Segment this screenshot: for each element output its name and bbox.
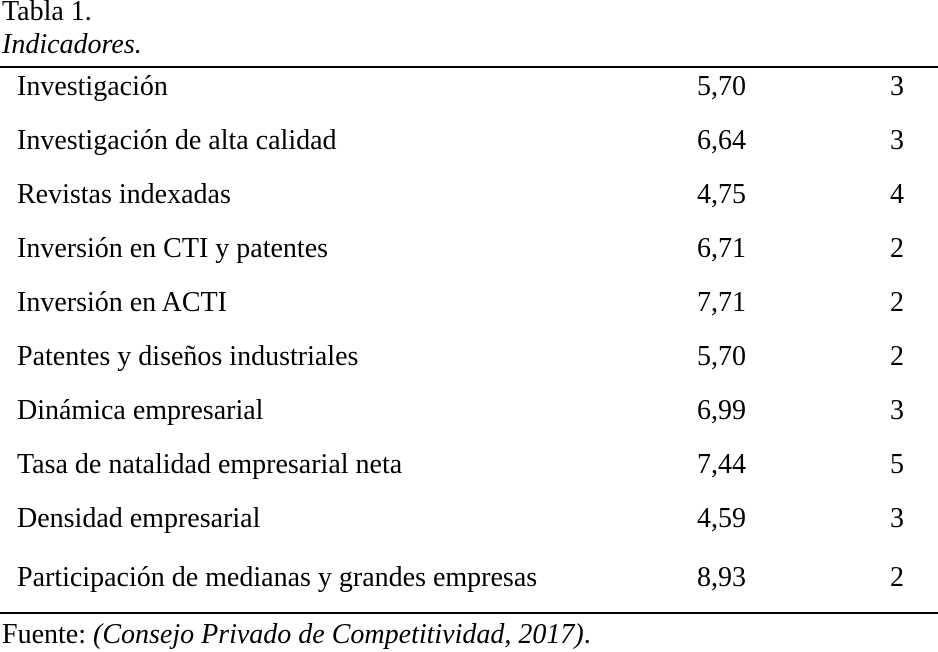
table-row — [0, 114, 938, 168]
row-value: 5,70 — [697, 341, 746, 372]
row-value: 5,70 — [697, 71, 746, 102]
row-rank: 2 — [890, 562, 904, 593]
table-row — [0, 492, 938, 546]
row-rank: 3 — [890, 395, 904, 426]
row-rank: 2 — [890, 341, 904, 372]
row-rank: 3 — [890, 503, 904, 534]
row-value: 4,75 — [697, 179, 746, 210]
row-rank: 3 — [890, 71, 904, 102]
row-value: 4,59 — [697, 503, 746, 534]
row-label: Inversión en ACTI — [17, 287, 227, 318]
row-value: 8,93 — [697, 562, 746, 593]
table-subtitle: Indicadores. — [2, 29, 142, 60]
row-label: Participación de medianas y grandes empresas — [17, 562, 538, 593]
row-label: Inversión en CTI y patentes — [17, 233, 329, 264]
row-value: 6,71 — [697, 233, 746, 264]
row-rank: 2 — [890, 287, 904, 318]
source-period: . — [583, 619, 591, 650]
table-row — [0, 222, 938, 276]
source-note — [2, 618, 591, 652]
row-rank: 2 — [890, 233, 904, 264]
row-label: Investigación de alta calidad — [17, 125, 337, 156]
row-value: 7,71 — [697, 287, 746, 318]
table-title: Tabla 1. — [2, 0, 92, 27]
row-label: Revistas indexadas — [17, 179, 231, 210]
table-row — [0, 276, 938, 330]
table-row — [0, 384, 938, 438]
source-citation: (Consejo Privado de Competitividad, 2017) — [93, 619, 584, 650]
row-value: 6,64 — [697, 125, 746, 156]
table-row — [0, 60, 938, 114]
bottom-rule — [0, 612, 938, 614]
row-label: Investigación — [17, 71, 168, 102]
row-rank: 5 — [890, 449, 904, 480]
source-label: Fuente: — [2, 619, 86, 650]
row-value: 6,99 — [697, 395, 746, 426]
row-label: Patentes y diseños industriales — [17, 341, 359, 372]
row-label: Tasa de natalidad empresarial neta — [17, 449, 403, 480]
table-row — [0, 438, 938, 492]
table-row — [0, 330, 938, 384]
row-rank: 3 — [890, 125, 904, 156]
row-label: Dinámica empresarial — [17, 395, 264, 426]
row-label: Densidad empresarial — [17, 503, 261, 534]
row-value: 7,44 — [697, 449, 746, 480]
table-row — [0, 551, 938, 605]
table-row — [0, 168, 938, 222]
row-rank: 4 — [890, 179, 904, 210]
